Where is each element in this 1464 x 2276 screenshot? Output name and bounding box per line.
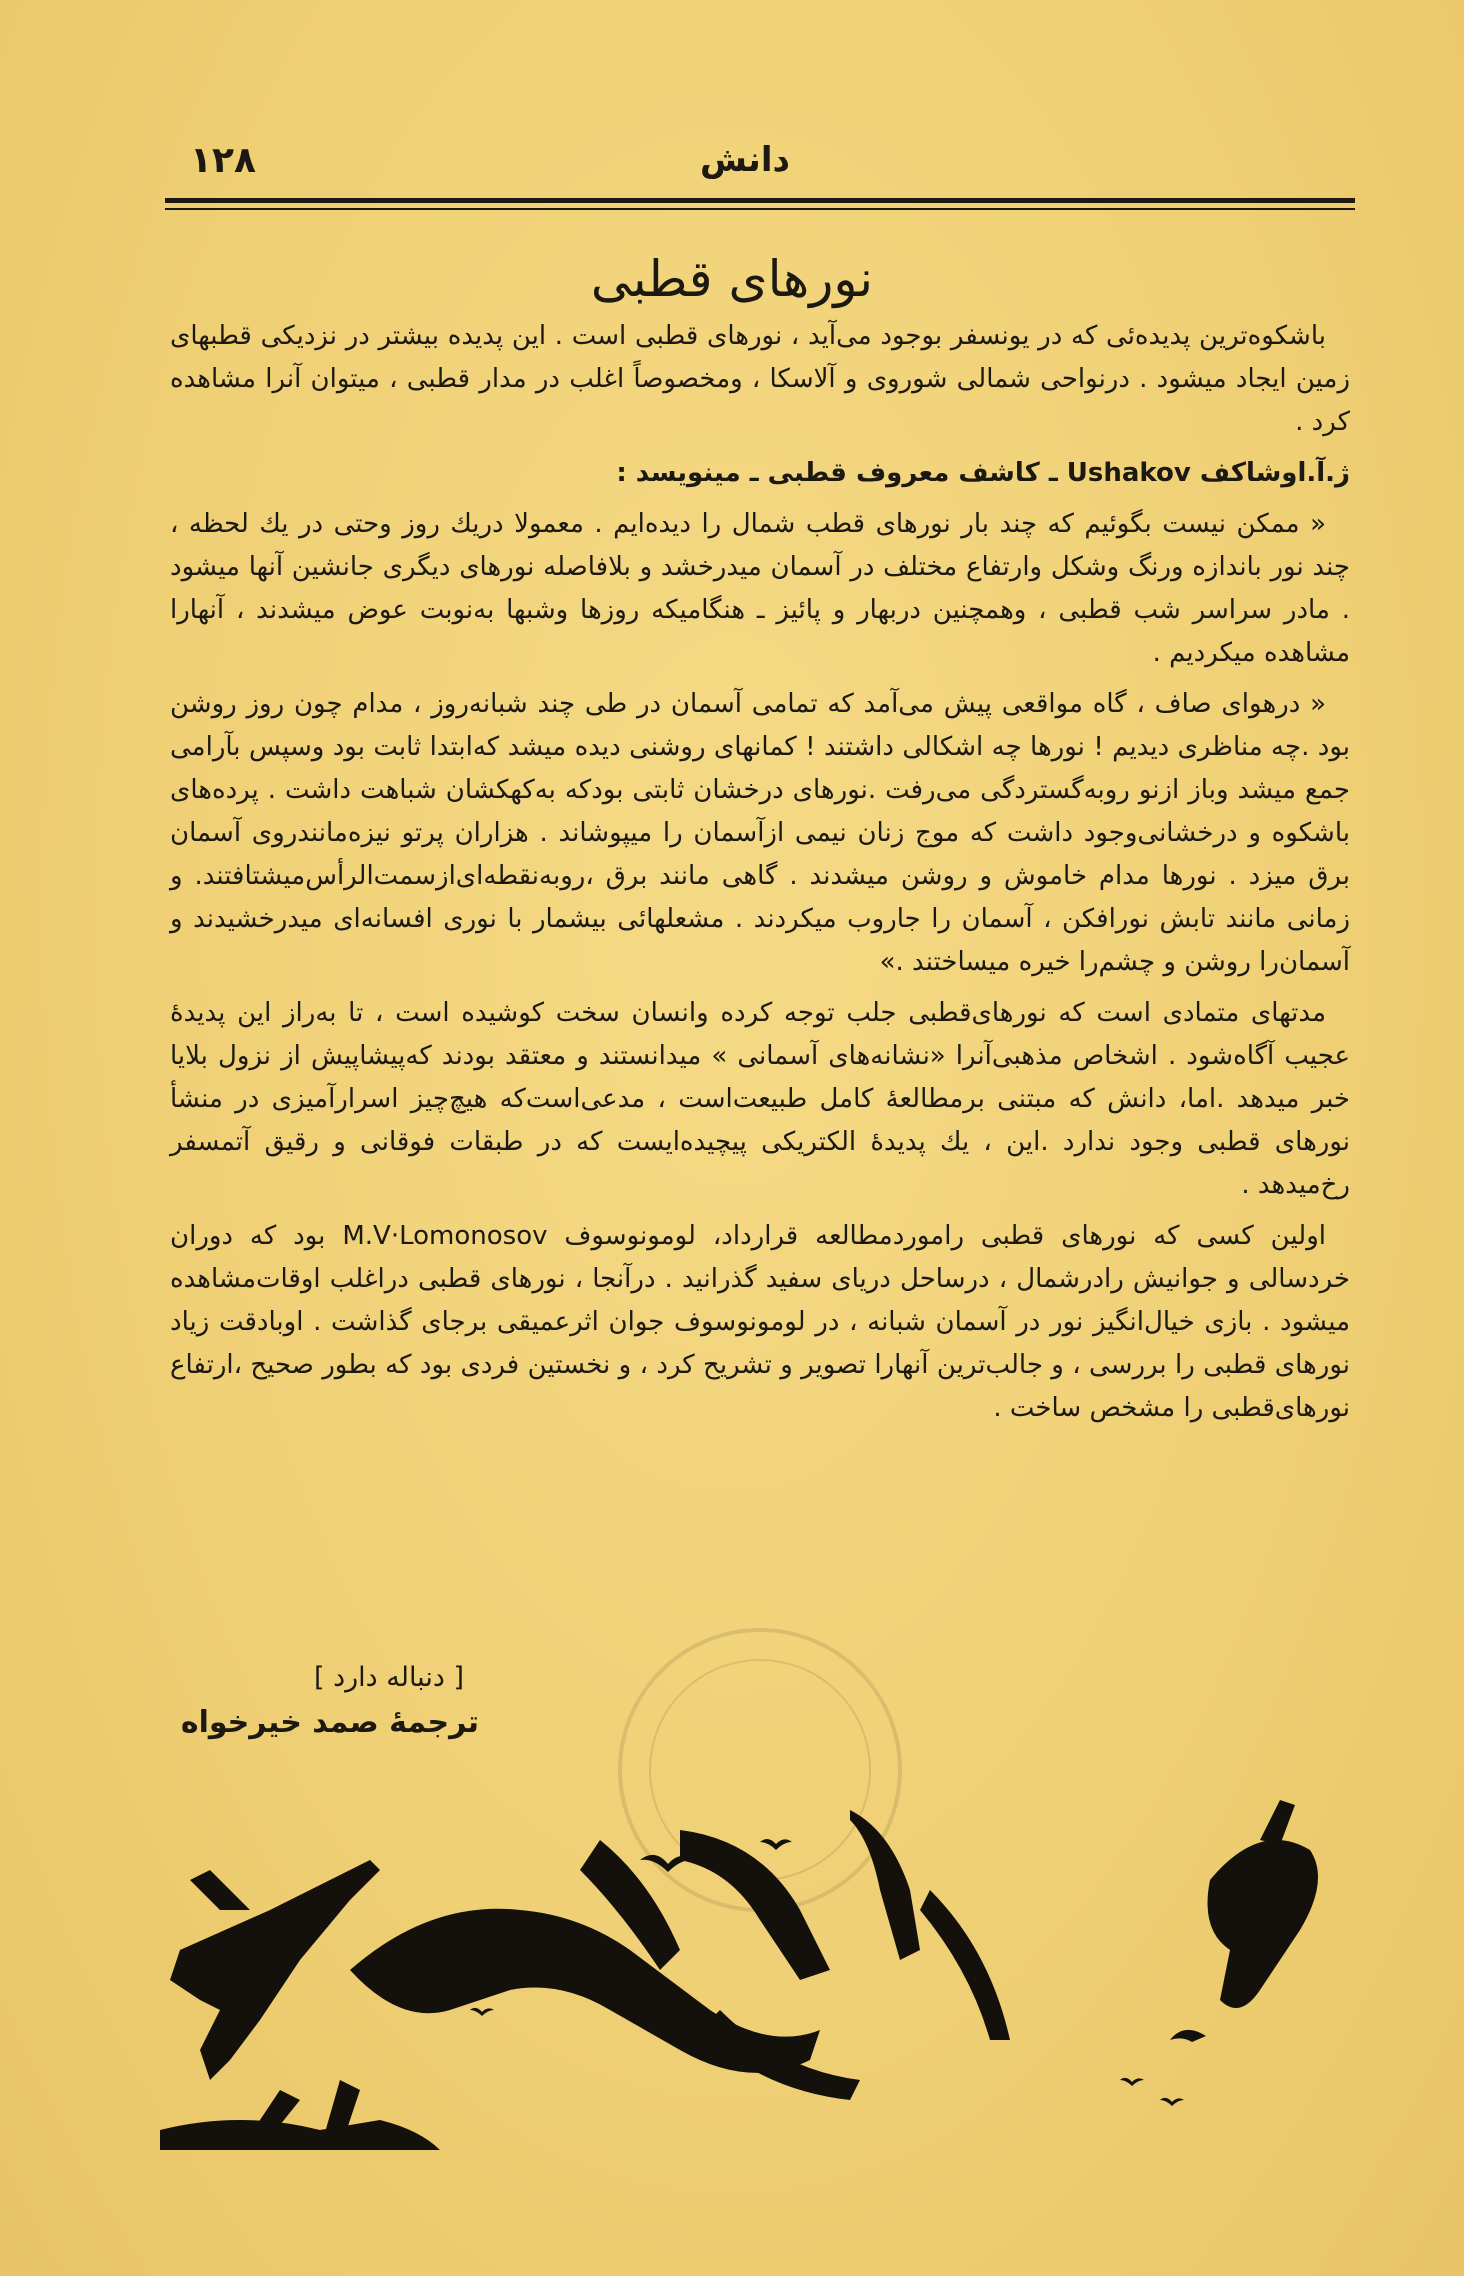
continued-note: [ دنباله دارد ] bbox=[313, 1662, 464, 1693]
paragraph-quote-2: « درهوای صاف ، گاه مواقعی پیش می‌آمد که تمامی آسمان در طی چند شبانه‌روز ، مدام چون روز روشن بود .چه مناظری دیدیم ! نورها چه اشکالی داشتند ! کمانهای روشنی دیده میشد که‌ابتدا ثابت بود وسپس بآرامی جمع میشد وباز ازنو روبه‌گستردگی می‌رفت .نورهای درخشان ثابتی بودکه به‌کهکشان شباهت داشت . پرده‌های باشکوه و درخشانی‌وجود داشت که موج زنان نیمی ازآسمان را میپوشاند . هزاران پرتو نیزه‌مانندروی آسمان برق میزد . نورها مدام خاموش و روشن میشدند . گاهی مانند برق ،روبه‌نقطه‌ای‌ازسمت‌الرأس‌میشتافتند. و زمانی مانند تابش نورافکن ، آسمان را جاروب میکردند . مشعلهائی بیشمار با نوری افسانه‌ای میدرخشیدند و آسمان‌را روشن و چشم‌را خیره میساختند .» bbox=[170, 689, 1350, 977]
paragraph-quote-1: « ممکن نیست بگوئیم که چند بار نورهای قطب شمال را دیده‌ایم . معمولا دریك روز وحتی در یك لحظه ، چند نور باندازه ورنگ وشکل وارتفاع مختلف در آسمان میدرخشد و بلافاصله نورهای دیگری جانشین آنها میشود . مادر سراسر شب قطبی ، وهمچنین دربهار و پائیز ـ هنگامیکه روزها وشبها به‌نوبت عوض میشدند ، آنهارا مشاهده میکردیم . bbox=[170, 509, 1350, 668]
paragraph-intro: باشکوه‌ترین پدیده‌ئی که در یونسفر بوجود می‌آید ، نورهای قطبی است . این پدیده بیشتر در نزدیکی قطبهای زمین ایجاد میشود . درنواحی شمالی شوروی و آلاسکا ، ومخصوصاً اغلب در مدار قطبی ، میتوان آنرا مشاهده کرد . bbox=[170, 321, 1350, 437]
page-number: ۱۲۸ bbox=[190, 140, 256, 181]
journal-title: دانش bbox=[700, 140, 790, 180]
translator-credit: ترجمهٔ صمد خیرخواه bbox=[180, 1705, 479, 1740]
article-title: نورهای قطبی bbox=[590, 250, 874, 308]
header-rule bbox=[165, 198, 1355, 203]
paragraph-lomonosov: اولین کسی که نورهای قطبی راموردمطالعه قرارداد، لومونوسوف M.V·Lomonosov بود که دوران خردسالی و جوانیش رادرشمال ، درساحل دریای سفید گذرانید . درآنجا ، نورهای قطبی دراغلب اوقات‌مشاهده میشود . بازی خیال‌انگیز نور در آسمان شبانه ، در لومونوسوف جوان اثرعمیقی برجای گذاشت . اوبادقت زیاد نورهای قطبی را بررسی ، و جالب‌ترین آنهارا تصویر و تشریح کرد ، و نخستین فردی بود که بطور صحیح ،ارتفاع نورهای‌قطبی را مشخص ساخت . bbox=[170, 1221, 1350, 1423]
header-rule-thin bbox=[165, 208, 1355, 210]
article-body bbox=[170, 315, 1350, 1438]
birds-flying-illustration-icon bbox=[160, 1800, 1360, 2170]
paragraph-ushakov-intro: ژ.آ.اوشاکف Ushakov ـ کاشف معروف قطبی ـ مینویسد : bbox=[616, 458, 1350, 488]
paragraph-history: مدتهای متمادی است که نورهای‌قطبی جلب توجه کرده وانسان سخت کوشیده است ، تا به‌راز این پدیدهٔ عجیب آگاه‌شود . اشخاص مذهبی‌آنرا «نشانه‌های آسمانی » میدانستند و معتقد بودند که‌پیشاپیش از نزول بلایا خبر میدهد .اما، دانش که مبتنی برمطالعهٔ کامل طبیعت‌است ، مدعی‌است‌که هیچ‌چیز اسرارآمیزی در منشأ نورهای قطبی وجود ندارد .این ، یك پدیدهٔ الکتریکی پیچیده‌ایست که در طبقات فوقانی و رقیق آتمسفر رخ‌میدهد . bbox=[170, 998, 1350, 1200]
